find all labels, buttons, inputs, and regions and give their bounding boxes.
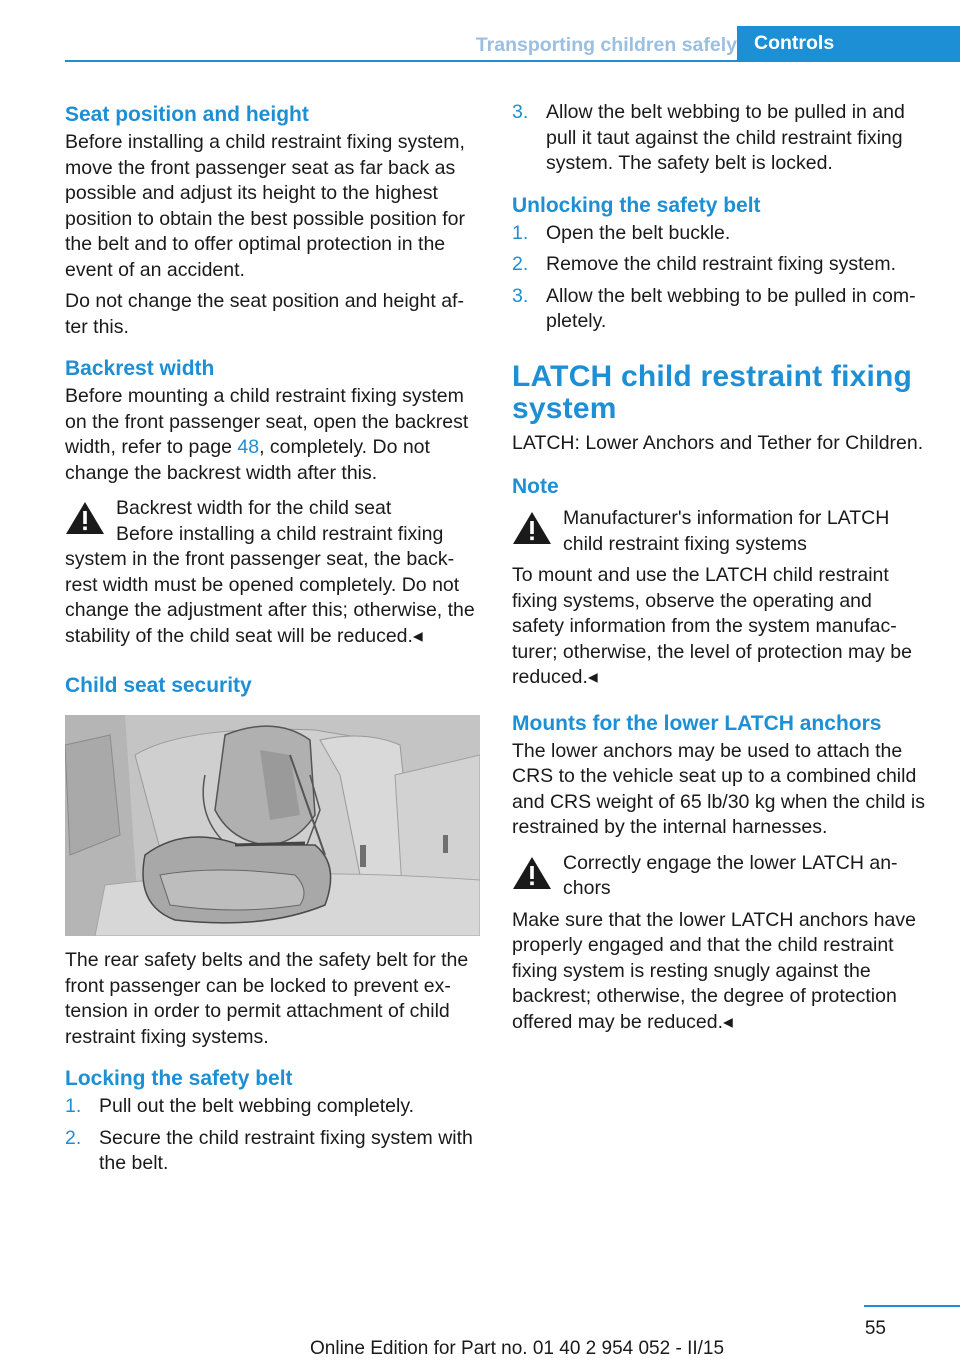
engage-anchors-warning bbox=[512, 851, 928, 902]
step-number: 3. bbox=[512, 284, 529, 307]
backrest-width-heading: Backrest width bbox=[65, 357, 215, 380]
header-chapter-tab[interactable]: Controls bbox=[737, 26, 960, 62]
lower-anchors-paragraph: The lower anchors may be used to attach the CRS to the vehicle seat up to a combined child and CRS weight of 65 lb/30 kg when the child is restrained by the internal harnesses. bbox=[512, 739, 925, 838]
warning-icon bbox=[512, 855, 552, 890]
page-number: 55 bbox=[864, 1318, 886, 1339]
step-number: 1. bbox=[512, 221, 529, 244]
header-section-title: Transporting children safely bbox=[475, 34, 737, 56]
backrest-width-paragraph bbox=[65, 384, 480, 486]
warning-icon bbox=[65, 500, 105, 535]
seat-position-paragraph: Before installing a child restraint fixing system, move the front passenger seat as far back as possible and adjust its height to the highest position to obtain the best possible position for the belt and to offer optimal protection in the event of an accident. bbox=[65, 131, 466, 281]
locking-steps-continued bbox=[512, 100, 928, 177]
locking-steps-list bbox=[65, 1094, 480, 1177]
step-number: 1. bbox=[65, 1095, 82, 1117]
header-rule bbox=[65, 60, 737, 62]
list-item bbox=[65, 1094, 480, 1120]
footer-rule bbox=[864, 1305, 960, 1307]
child-seat-security-paragraph: The rear safety belts and the safety belt for the front passenger can be locked to prevent extension in order to permit attachment of child restraint fixing systems. bbox=[65, 949, 469, 1048]
step-number: 2. bbox=[512, 253, 529, 275]
unlocking-steps-list bbox=[512, 221, 928, 335]
step-text: Allow the belt webbing to be pulled in completely. bbox=[546, 284, 916, 332]
latch-note-warning-body: To mount and use the LATCH child restraint fixing systems, observe the operating and safety information from the system manufacturer; otherwise, the level of protection may be reduced.◂ bbox=[512, 564, 912, 688]
engage-anchors-warning-title: Correctly engage the lower LATCH anchors bbox=[563, 851, 898, 899]
backrest-warning bbox=[65, 496, 480, 522]
seat-position-note: Do not change the seat position and height after this. bbox=[65, 290, 464, 338]
unlocking-belt-heading: Unlocking the safety belt bbox=[512, 193, 761, 217]
latch-note-warning-title: Manufacturer's information for LATCH child restraint fixing systems bbox=[563, 507, 890, 555]
step-text: Pull out the belt webbing completely. bbox=[99, 1095, 415, 1117]
edition-footer: Online Edition for Part no. 01 40 2 954 052 - II/15 bbox=[310, 1338, 725, 1359]
list-item bbox=[512, 284, 928, 335]
warning-icon bbox=[512, 510, 552, 545]
step-text: Secure the child restraint fixing system with the belt. bbox=[99, 1126, 473, 1174]
child-seat-security-heading: Child seat security bbox=[65, 674, 252, 697]
page-48-link[interactable]: 48 bbox=[237, 436, 260, 458]
page-header bbox=[0, 26, 960, 62]
child-seat-image bbox=[65, 715, 480, 936]
step-text: Remove the child restraint fixing system. bbox=[546, 253, 897, 275]
step-number: 2. bbox=[65, 1126, 82, 1149]
backrest-text-a: Before mounting a child restraint fixing system on the front passenger seat, open the backrest width, refer to page bbox=[65, 385, 469, 458]
child-seat-illustration bbox=[65, 715, 480, 936]
note-heading: Note bbox=[512, 475, 559, 498]
backrest-warning-body: Before installing a child restraint fixing system in the front passenger seat, the backrest width must be opened completely. Do not change the adjustment after this; otherwise, the stability of the child seat will be reduced.◂ bbox=[65, 522, 475, 647]
list-item bbox=[512, 221, 928, 247]
backrest-text-b: , completely. Do not change the backrest width after this. bbox=[65, 436, 430, 484]
latch-definition: LATCH: Lower Anchors and Tether for Children. bbox=[512, 431, 924, 454]
step-text: Allow the belt webbing to be pulled in and pull it taut against the child restraint fixing system. The safety belt is locked. bbox=[546, 101, 905, 174]
seat-position-heading: Seat position and height bbox=[65, 103, 309, 126]
latch-section-heading: LATCH child restraint fixing system bbox=[512, 359, 913, 425]
engage-anchors-warning-body: Make sure that the lower LATCH anchors have properly engaged and that the child restraint fixing system is resting snugly against the backrest; otherwise, the degree of protection offered may be reduced.◂ bbox=[512, 908, 916, 1033]
list-item bbox=[512, 100, 928, 177]
lower-anchors-heading: Mounts for the lower LATCH anchors bbox=[512, 711, 882, 735]
list-item bbox=[65, 1126, 480, 1177]
list-item bbox=[512, 252, 928, 278]
step-number: 3. bbox=[512, 101, 529, 123]
right-column bbox=[512, 100, 928, 1041]
left-column bbox=[65, 100, 480, 1183]
latch-note-warning bbox=[512, 506, 928, 557]
step-text: Open the belt buckle. bbox=[546, 221, 731, 244]
backrest-warning-title: Backrest width for the child seat bbox=[116, 497, 392, 519]
locking-belt-heading: Locking the safety belt bbox=[65, 1067, 293, 1090]
